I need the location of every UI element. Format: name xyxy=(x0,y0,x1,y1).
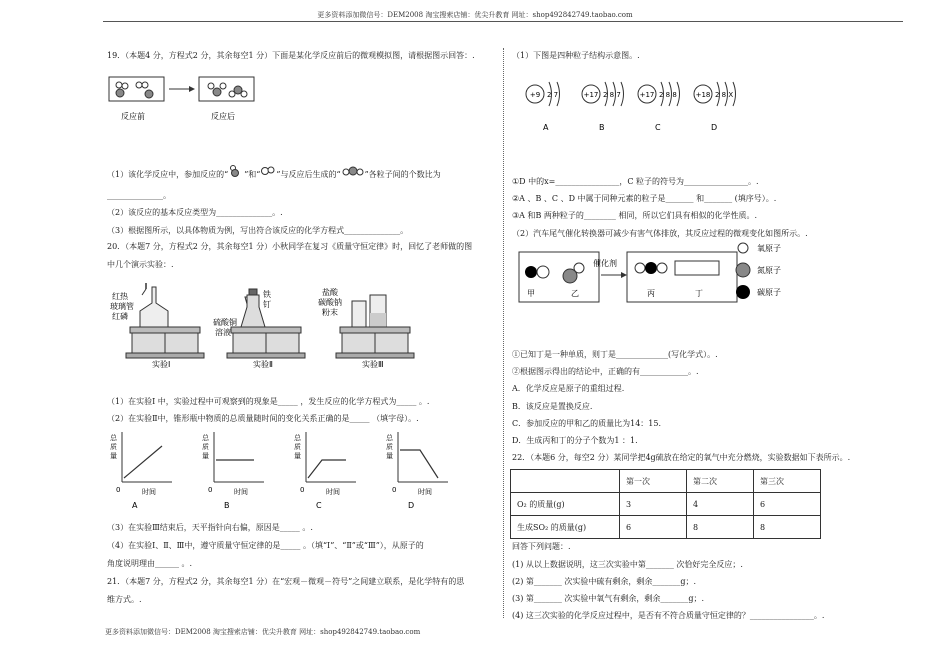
graph-ylabel: 质 xyxy=(202,443,209,451)
atom-option-label: A xyxy=(543,123,549,132)
atom-diagram-d xyxy=(694,82,736,132)
q19-reaction-diagram xyxy=(107,75,277,125)
graph-ylabel: 量 xyxy=(386,452,393,460)
mass-time-graphs xyxy=(110,430,500,512)
atom-shell-electrons: 2 8 X xyxy=(715,91,734,99)
q19-after-label: 反应后 xyxy=(211,112,235,121)
catalyst-label: 催化剂 xyxy=(593,259,617,268)
q20-line2: 中几个演示实验：. xyxy=(107,260,174,269)
q19-title: 19．（本题4 分，方程式2 分，其余每空1 分）下面是某化学反应前后的微观模拟图，请根据图示回答：. xyxy=(107,51,475,60)
graph-curve xyxy=(400,450,438,478)
svg-text:红磷: 红磷 xyxy=(112,312,128,321)
atom-nucleus-charge: +17 xyxy=(639,91,655,99)
atom-shell-electrons: 2 7 xyxy=(547,91,559,99)
molecule-white-pair-icon xyxy=(260,165,276,177)
q20-part2: （2）在实验Ⅱ中，锥形瓶中物质的总质量随时间的变化关系正确的是_____ （填字母）。. xyxy=(107,414,419,423)
q19-part2: （2）该反应的基本反应类型为______________。. xyxy=(107,208,283,217)
experiment-1-diagram xyxy=(110,275,210,370)
q20-part4-line2: 角度说明理由______ 。. xyxy=(107,559,193,568)
option-a: A．化学反应是原子的重组过程. xyxy=(512,384,625,393)
svg-text:铁: 铁 xyxy=(263,290,271,299)
graph-ylabel: 量 xyxy=(202,452,209,460)
q21-line2: 维方式。. xyxy=(107,595,142,604)
table-cell: 生成SO₂ 的质量(g) xyxy=(511,516,620,539)
table-header-cell: 第三次 xyxy=(754,470,821,493)
mass-time-graph-d xyxy=(386,432,448,510)
graph-ylabel: 质 xyxy=(110,443,117,451)
box-ding-label: 丁 xyxy=(695,289,703,298)
box-bing-label: 丙 xyxy=(647,289,655,298)
atom-diagram-b xyxy=(582,82,624,132)
svg-text:硫酸铜: 硫酸铜 xyxy=(213,318,237,327)
atom-shell-arc xyxy=(733,82,736,106)
answer-2: (2) 第_______ 次实验中硫有剩余，剩余_______g；. xyxy=(512,577,697,586)
svg-text:溶液: 溶液 xyxy=(215,328,231,337)
atom-nucleus-charge: +18 xyxy=(695,91,711,99)
table-cell: 3 xyxy=(620,493,687,516)
atom-shell-electrons: 2 8 7 xyxy=(603,91,621,99)
svg-text:盐酸: 盐酸 xyxy=(322,288,338,297)
catalytic-reaction-diagram xyxy=(515,242,845,308)
mass-time-graph-a xyxy=(110,432,172,510)
svg-text:玻璃管: 玻璃管 xyxy=(110,302,134,311)
atom-option-label: D xyxy=(711,123,718,132)
atom-shell-electrons: 2 8 8 xyxy=(659,91,677,99)
table-row xyxy=(511,516,821,539)
q19-part1-blank: ______________。 xyxy=(107,191,171,200)
r1-q3: ③A 和B 两种粒子的________ 相同，所以它们具有相似的化学性质。. xyxy=(512,211,757,220)
legend-nitrogen: 氮原子 xyxy=(757,266,781,275)
atom-nucleus-charge: +17 xyxy=(583,91,599,99)
answer-1: (1) 从以上数据说明，这三次实验中第_______ 次恰好完全反应；. xyxy=(512,560,743,569)
q21-line1: 21．（本题7 分，方程式2 分，其余每空1 分）在“宏观－微观－符号”之间建立联系，是化学特有的思 xyxy=(107,577,465,586)
molecule-grey-white-icon xyxy=(228,165,244,177)
q20-part3: （3）在实验Ⅲ结束后，天平指针向右偏，原因是_____ 。. xyxy=(107,523,313,532)
graph-option-label: A xyxy=(132,501,138,510)
graph-ylabel: 量 xyxy=(110,452,117,460)
graph-origin: 0 xyxy=(392,486,397,494)
exp1-name: 实验Ⅰ xyxy=(152,360,171,369)
table-cell: 8 xyxy=(754,516,821,539)
q19-p1-d: ”各粒子间的个数比为 xyxy=(364,170,441,179)
graph-origin: 0 xyxy=(116,486,121,494)
answer-3: (3) 第_______ 次实验中氧气有剩余，剩余_______g；. xyxy=(512,594,705,603)
table-row xyxy=(511,493,821,516)
table-header-cell xyxy=(511,470,620,493)
molecule-product-icon xyxy=(341,165,365,177)
q22-title: 22．（本题6 分，每空2 分）某同学把4g硫放在给定的氧气中充分燃烧，实验数据如下表所示。. xyxy=(512,453,851,462)
r2-q1: ①已知丁是一种单质，则丁是_____________(写化学式）。. xyxy=(512,350,718,359)
atom-diagram-c xyxy=(638,82,680,132)
atom-diagram-a xyxy=(526,82,560,132)
q19-p1-a: （1）该化学反应中，参加反应的“ xyxy=(107,170,229,179)
graph-xlabel: 时间 xyxy=(326,488,340,496)
graph-ylabel: 质 xyxy=(386,443,393,451)
svg-text:粉末: 粉末 xyxy=(322,308,338,317)
table-cell: 6 xyxy=(620,516,687,539)
q19-p1-b: ”和“ xyxy=(244,170,261,179)
exp3-name: 实验Ⅲ xyxy=(362,360,384,369)
mass-time-graph-b xyxy=(202,432,264,510)
graph-option-label: C xyxy=(316,501,322,510)
graph-ylabel: 总 xyxy=(386,434,393,442)
atom-shell-arc xyxy=(621,82,624,106)
graph-ylabel: 量 xyxy=(294,452,301,460)
experiment-2-diagram xyxy=(213,283,313,373)
r2-q2: ②根据图示得出的结论中，正确的有____________。. xyxy=(512,367,699,376)
column-separator xyxy=(503,48,504,618)
q19-part1 xyxy=(107,165,441,180)
q19-p1-c: ”与反应后生成的“ xyxy=(276,170,341,179)
svg-text:红热: 红热 xyxy=(112,292,128,301)
table-cell: 4 xyxy=(687,493,754,516)
q19-before-label: 反应前 xyxy=(121,112,145,121)
table-header-row xyxy=(511,470,821,493)
r2-title: （2）汽车尾气催化转换器可减少有害气体排放，其反应过程的微观变化如图所示。. xyxy=(512,229,808,238)
table-header-cell: 第二次 xyxy=(687,470,754,493)
svg-text:碳酸钠: 碳酸钠 xyxy=(318,298,342,307)
graph-ylabel: 总 xyxy=(202,434,209,442)
atom-shell-arc xyxy=(677,82,680,106)
r1-q2: ②A 、B 、C 、D 中属于同种元素的粒子是_______ 和_______ (填序号）。. xyxy=(512,194,777,203)
q20-line1: 20．（本题7 分，方程式2 分，其余每空1 分）小秋同学在复习《质量守恒定律》时，回忆了老师做的图 xyxy=(107,242,473,251)
graph-curve xyxy=(308,460,346,478)
graph-ylabel: 质 xyxy=(294,443,301,451)
graph-option-label: B xyxy=(224,501,230,510)
answer-4: (4) 这三次实验的化学反应过程中，是否有不符合质量守恒定律的？________________。. xyxy=(512,611,825,620)
graph-xlabel: 时间 xyxy=(418,488,432,496)
graph-ylabel: 总 xyxy=(294,434,301,442)
mass-time-graph-c xyxy=(294,432,356,510)
option-c: C．参加反应的甲和乙的质量比为14：15. xyxy=(512,419,662,428)
box-jia-label: 甲 xyxy=(527,289,535,298)
table-cell: 6 xyxy=(754,493,821,516)
header-rule xyxy=(103,21,903,22)
graph-origin: 0 xyxy=(300,486,305,494)
graph-xlabel: 时间 xyxy=(234,488,248,496)
experiment-3-diagram xyxy=(318,283,418,373)
graph-xlabel: 时间 xyxy=(142,488,156,496)
q22-data-table xyxy=(510,469,821,539)
r1-title: （1）下图是四种粒子结构示意图。. xyxy=(512,51,640,60)
exp2-name: 实验Ⅱ xyxy=(253,360,273,369)
table-cell: O₂ 的质量(g) xyxy=(511,493,620,516)
svg-text:钉: 钉 xyxy=(263,300,271,309)
q20-part4-line1: （4）在实验Ⅰ、Ⅱ、Ⅲ中，遵守质量守恒定律的是_____ 。（填“Ⅰ”、“Ⅱ”或“Ⅲ”），从原子的 xyxy=(107,541,424,550)
atom-option-label: B xyxy=(599,123,605,132)
graph-option-label: D xyxy=(408,501,415,510)
graph-ylabel: 总 xyxy=(110,434,117,442)
table-header-cell: 第一次 xyxy=(620,470,687,493)
atom-nucleus-charge: +9 xyxy=(529,91,541,99)
atom-option-label: C xyxy=(655,123,661,132)
graph-curve xyxy=(124,446,162,478)
r1-q1: ①D 中的x=________________，C 粒子的符号为________________。. xyxy=(512,177,759,186)
legend-oxygen: 氧原子 xyxy=(757,244,781,253)
answer-intro: 回答下列问题：. xyxy=(512,542,571,551)
page-header: 更多资料添加微信号：DEM2008 淘宝搜索店铺：优尖升教育 网址：shop492842749.taobao.com xyxy=(317,11,633,19)
q19-part3: （3）根据图所示，以具体物质为例，写出符合该反应的化学方程式______________。 xyxy=(107,226,409,235)
box-yi-label: 乙 xyxy=(571,289,579,298)
graph-origin: 0 xyxy=(208,486,213,494)
option-b: B．该反应是置换反应. xyxy=(512,402,593,411)
table-cell: 8 xyxy=(687,516,754,539)
page-footer: 更多资料添加微信号：DEM2008 淘宝搜索店铺：优尖升教育 网址：shop492842749.taobao.com xyxy=(105,628,421,636)
q20-part1: （1）在实验Ⅰ 中，实验过程中可观察到的现象是_____ ，发生反应的化学方程式为_____ 。. xyxy=(107,397,430,406)
atom-structure-diagrams xyxy=(515,70,765,136)
option-d: D．生成丙和丁的分子个数为1 ：1. xyxy=(512,436,638,445)
legend-carbon: 碳原子 xyxy=(757,288,781,297)
